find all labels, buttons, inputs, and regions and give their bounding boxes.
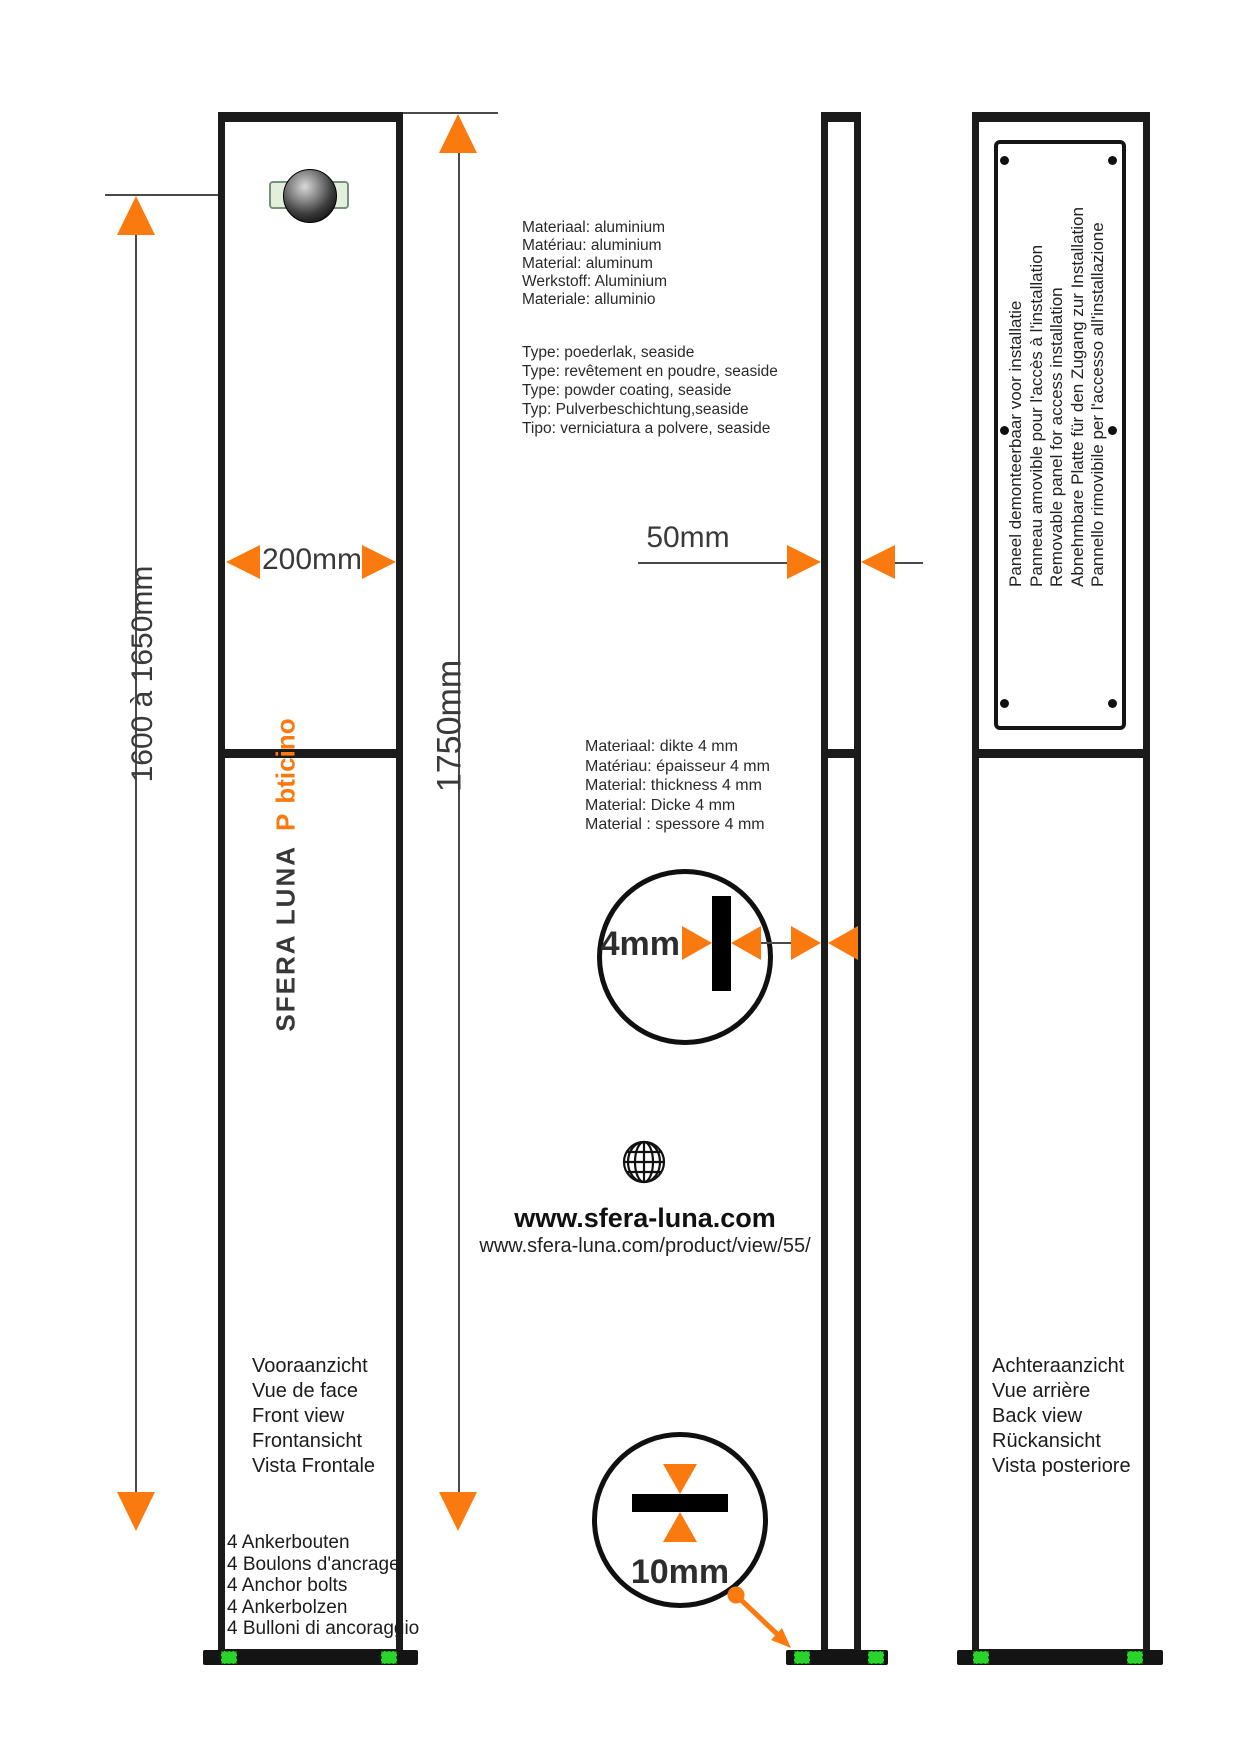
panel-note-line: Abnehmbare Platte für den Zugang zur Installation — [1067, 207, 1087, 587]
material-note — [522, 219, 667, 309]
base-plate-section-bar — [632, 1494, 728, 1512]
thickness-note-line: Material : spessore 4 mm — [585, 816, 765, 834]
material-note-line: Material: aluminum — [522, 255, 653, 272]
total-height-dimension: 1750mm — [430, 659, 469, 793]
coating-note-line: Typ: Pulverbeschichtung,seaside — [522, 401, 749, 418]
material-note-line: Werkstoff: Aluminium — [522, 273, 668, 290]
base-plate-dimension: 10mm — [630, 1553, 730, 1591]
screw-icon — [1108, 156, 1117, 165]
panel-note-line: Paneel demonteerbaar voor installatie — [1005, 300, 1025, 587]
front-width-dimension: 200mm — [261, 543, 363, 576]
camera-height-dimension: 1600 à 1650mm — [126, 565, 159, 783]
arrow-left-icon — [861, 545, 895, 579]
website-product-url: www.sfera-luna.com/product/view/55/ — [479, 1235, 811, 1257]
thickness-link-line — [761, 942, 791, 944]
coating-note-line: Type: poederlak, seaside — [522, 344, 695, 361]
material-note-line: Matériau: aluminium — [522, 237, 662, 254]
total-height-dim-line — [458, 153, 460, 1492]
anchor-bolt-label: 4 Anchor bolts — [227, 1575, 348, 1596]
back-view-label: Vista posteriore — [992, 1455, 1131, 1477]
back-view-labels — [992, 1354, 1131, 1479]
brand-logo — [271, 718, 302, 1031]
side-width-dim-tail — [895, 562, 923, 564]
arrow-down-icon — [117, 1492, 155, 1531]
brand-p-mark: P — [270, 813, 301, 831]
anchor-bolt-marker — [868, 1651, 884, 1664]
back-view-label: Rückansicht — [992, 1430, 1101, 1452]
anchor-bolt-marker — [1127, 1651, 1143, 1664]
arrow-right-icon — [682, 926, 712, 960]
anchor-bolt-label: 4 Ankerbouten — [227, 1532, 350, 1553]
anchor-bolt-label: 4 Bulloni di ancoraggio — [227, 1618, 420, 1639]
coating-note-line: Type: powder coating, seaside — [522, 382, 732, 399]
coating-note — [522, 343, 778, 438]
anchor-bolt-marker — [973, 1651, 989, 1664]
front-view-label: Frontansicht — [252, 1430, 363, 1452]
arrow-down-icon — [663, 1464, 697, 1494]
arrow-up-icon — [663, 1512, 697, 1542]
anchor-bolt-marker — [381, 1651, 397, 1664]
thickness-note — [585, 737, 770, 835]
removable-panel-note — [1006, 207, 1109, 587]
screw-icon — [1000, 156, 1009, 165]
camera-height-dim-line — [135, 232, 137, 1492]
wall-thickness-dimension: 4mm — [600, 925, 680, 963]
thickness-note-line: Material: thickness 4 mm — [585, 777, 762, 795]
screw-icon — [1108, 699, 1117, 708]
back-view-label: Back view — [992, 1405, 1083, 1427]
front-view-labels — [252, 1354, 375, 1479]
arrow-right-icon — [362, 545, 396, 579]
panel-note-line: Removable panel for access installation — [1046, 287, 1066, 587]
arrow-up-icon — [439, 114, 477, 153]
arrow-up-icon — [117, 196, 155, 235]
coating-note-line: Type: revêtement en poudre, seaside — [522, 363, 778, 380]
front-view-label: Vue de face — [252, 1380, 359, 1402]
anchor-bolt-marker — [221, 1651, 237, 1664]
side-width-dimension: 50mm — [646, 521, 730, 554]
panel-note-line: Pannello rimovibile per l'accesso all'installazione — [1087, 222, 1107, 587]
anchor-bolt-label: 4 Boulons d'ancrage — [227, 1553, 400, 1575]
back-pole-divider — [972, 749, 1150, 758]
detail-leader-arrow-icon — [727, 1586, 799, 1658]
arrow-left-icon — [731, 926, 761, 960]
front-view-label: Vista Frontale — [252, 1455, 376, 1477]
anchor-bolt-label: 4 Ankerbolzen — [227, 1596, 348, 1618]
screw-icon — [1108, 426, 1117, 435]
material-note-line: Materiaal: aluminium — [522, 219, 665, 236]
thickness-note-line: Materiaal: dikte 4 mm — [585, 738, 738, 755]
side-pole-divider — [821, 749, 861, 758]
side-width-dim-line — [638, 562, 787, 564]
front-view-label: Front view — [252, 1405, 345, 1427]
arrow-left-icon — [226, 545, 260, 579]
website-domain: www.sfera-luna.com — [514, 1203, 776, 1233]
thickness-note-line: Material: Dicke 4 mm — [585, 796, 736, 814]
panel-note-line: Panneau amovible pour l'accès à l'installation — [1026, 244, 1046, 587]
coating-note-line: Tipo: verniciatura a polvere, seaside — [522, 420, 771, 437]
anchor-bolt-labels — [227, 1532, 419, 1640]
arrow-down-icon — [439, 1492, 477, 1531]
material-note-line: Materiale: alluminio — [522, 291, 656, 308]
back-view-label: Vue arrière — [992, 1380, 1091, 1402]
wall-section-bar — [712, 896, 731, 991]
brand-name: SFERA LUNA — [270, 844, 301, 1032]
front-pole-divider — [218, 749, 403, 758]
arrow-right-icon — [791, 926, 821, 960]
front-view-label: Vooraanzicht — [252, 1355, 368, 1377]
globe-icon — [621, 1139, 667, 1185]
arrow-left-icon — [828, 926, 858, 960]
arrow-right-icon — [787, 545, 821, 579]
back-view-label: Achteraanzicht — [992, 1355, 1125, 1377]
screw-icon — [1000, 699, 1009, 708]
camera-sphere — [283, 169, 337, 223]
side-view-pole — [821, 112, 861, 1656]
thickness-note-line: Matériau: épaisseur 4 mm — [585, 757, 770, 775]
brand-sub-logo: bticino — [270, 718, 301, 804]
